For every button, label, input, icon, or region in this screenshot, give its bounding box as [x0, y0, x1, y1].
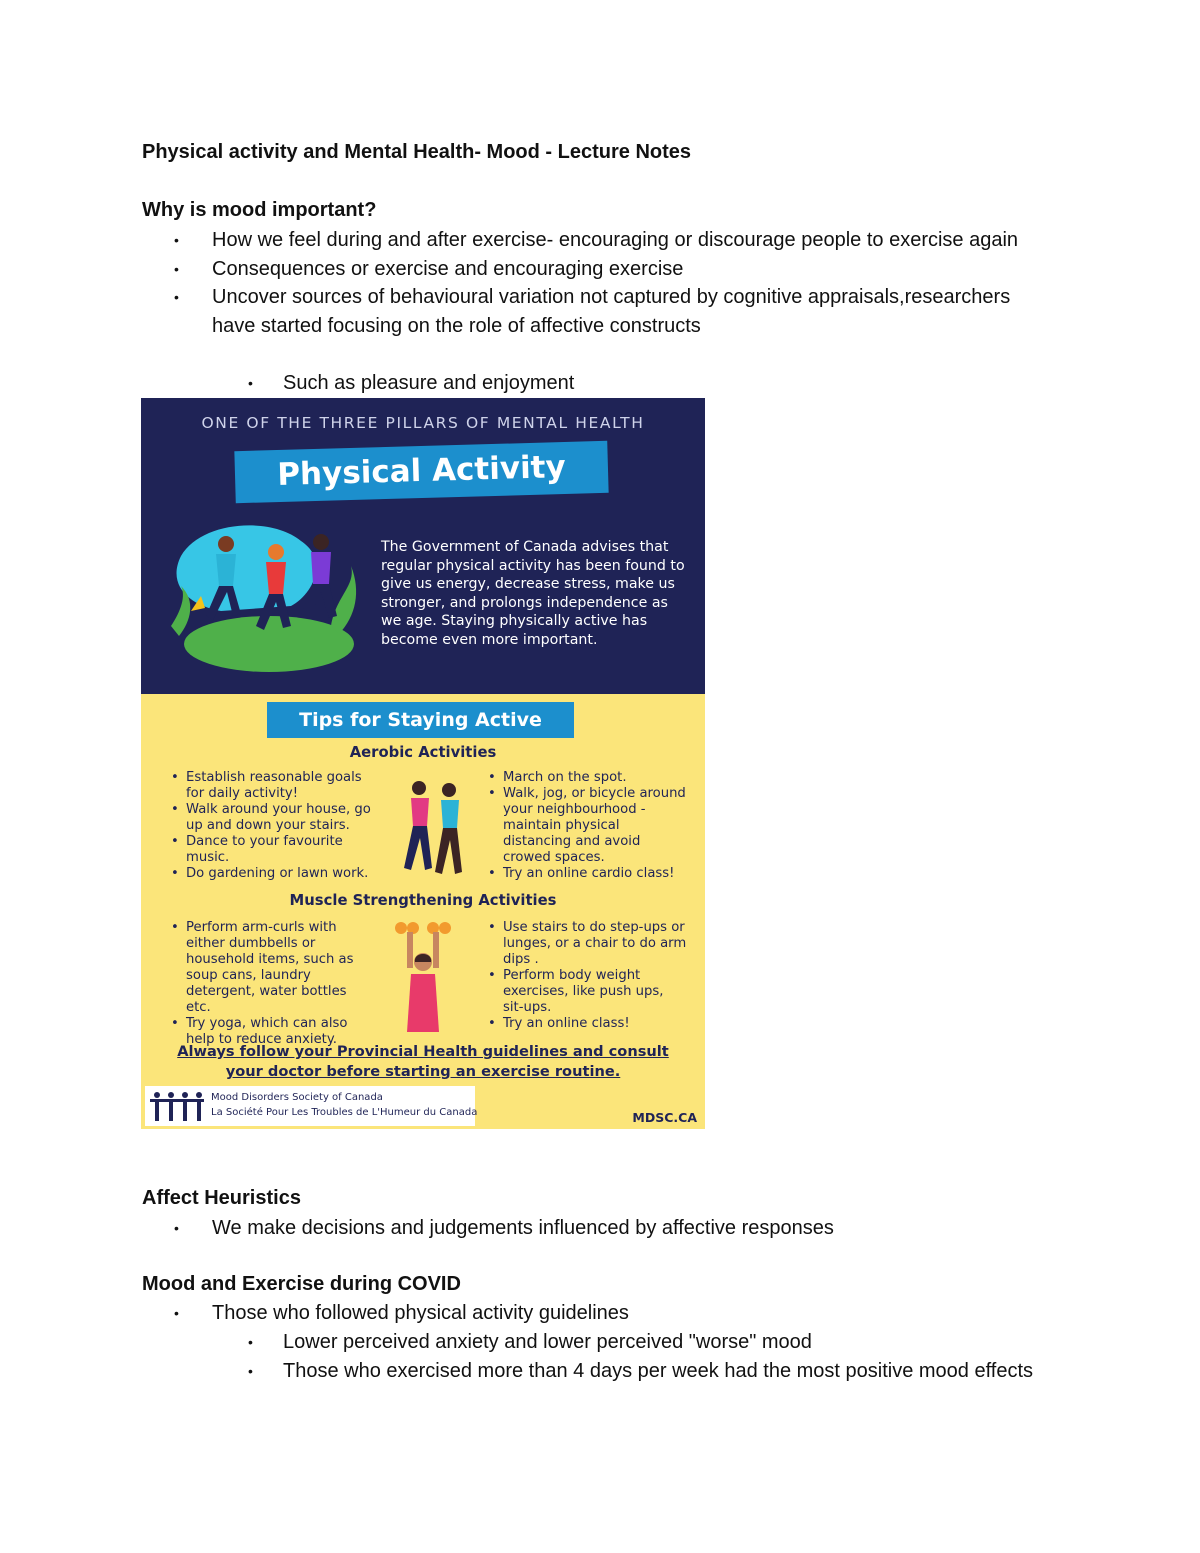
list-item: • Do gardening or lawn work.: [171, 866, 371, 882]
poster-website: MDSC.CA: [632, 1110, 697, 1125]
list-item: • Those who exercised more than 4 days per week had the most positive mood effects: [283, 1357, 1053, 1386]
covid-sub-bullet-list: [248, 1328, 1053, 1385]
list-item: • Those who followed physical activity guidelines: [212, 1299, 1052, 1328]
list-item: • Perform arm-curls with either dumbbells or household items, such as soup cans, laundry detergent, water bottles etc.: [171, 920, 371, 1016]
mood-disorders-logo-icon: [149, 1091, 205, 1123]
document-title: Physical activity and Mental Health- Mood - Lecture Notes: [142, 141, 692, 163]
list-item: • We make decisions and judgements influenced by affective responses: [212, 1214, 1052, 1243]
bullet-icon: •: [248, 1334, 253, 1350]
section-heading-mood-exercise-covid: Mood and Exercise during COVID: [142, 1273, 461, 1295]
section-heading-affect-heuristics: Affect Heuristics: [142, 1187, 301, 1209]
bullet-icon: •: [174, 232, 179, 248]
why-mood-bullet-list: [174, 226, 1052, 340]
list-item: • Perform body weight exercises, like push ups, sit-ups.: [488, 968, 688, 1016]
list-item: • Use stairs to do step-ups or lunges, or a chair to do arm dips .: [488, 920, 688, 968]
why-mood-sub-bullet-list: [248, 369, 1053, 398]
tips-title: Tips for Staying Active: [299, 709, 542, 731]
list-item: • Walk, jog, or bicycle around your neighbourhood - maintain physical distancing and avoid crowed spaces.: [488, 786, 688, 866]
poster-guideline-note: Always follow your Provincial Health guidelines and consult your doctor before starting an exercise routine.: [177, 1043, 669, 1080]
list-item: • Try yoga, which can also help to reduce anxiety.: [171, 1016, 371, 1048]
affect-heuristics-bullet-list: [174, 1214, 1052, 1243]
muscle-heading: Muscle Strengthening Activities: [289, 892, 557, 909]
bullet-icon: •: [174, 1305, 179, 1321]
bullet-icon: •: [174, 289, 179, 305]
muscle-left-list: [171, 920, 371, 1048]
physical-activity-poster: [141, 398, 705, 1129]
poster-government-text: The Government of Canada advises that regular physical activity has been found to give us energy, decrease stress, make us stronger, and prolongs independence as we age. Staying physically active has become even more important.: [381, 539, 685, 648]
list-item: • Establish reasonable goals for daily activity!: [171, 770, 371, 802]
list-item: • Try an online class!: [488, 1016, 688, 1032]
list-item: • March on the spot.: [488, 770, 688, 786]
poster-pillar-text: ONE OF THE THREE PILLARS OF MENTAL HEALTH: [201, 414, 645, 432]
org-name-english: Mood Disorders Society of Canada: [211, 1092, 383, 1103]
bullet-icon: •: [248, 1362, 253, 1379]
org-name-french: La Société Pour Les Troubles de L'Humeur du Canada: [211, 1107, 478, 1118]
poster-title: Physical Activity: [276, 448, 567, 494]
aerobic-right-list: [488, 770, 688, 882]
list-item: • Try an online cardio class!: [488, 866, 688, 882]
muscle-right-list: [488, 920, 688, 1032]
bullet-icon: •: [174, 260, 179, 277]
list-item: • Walk around your house, go up and down your stairs.: [171, 802, 371, 834]
covid-bullet-list: [174, 1299, 1052, 1328]
list-item: • Consequences or exercise and encouraging exercise: [212, 255, 1052, 284]
list-item: • How we feel during and after exercise- encouraging or discourage people to exercise again: [212, 226, 1052, 255]
weightlifter-illustration-icon: [393, 918, 453, 1034]
bullet-icon: •: [248, 375, 253, 391]
list-item: • Lower perceived anxiety and lower perceived "worse" mood: [283, 1328, 1053, 1357]
walkers-illustration-icon: [399, 778, 475, 882]
bullet-icon: •: [174, 1220, 179, 1236]
list-item: • Such as pleasure and enjoyment: [283, 369, 1053, 398]
list-item: • Dance to your favourite music.: [171, 834, 371, 866]
org-logo-box: [145, 1086, 478, 1126]
section-heading-why-mood: Why is mood important?: [142, 199, 377, 221]
aerobic-left-list: [171, 770, 371, 882]
runners-illustration-icon: [161, 516, 376, 676]
list-item: • Uncover sources of behavioural variation not captured by cognitive appraisals,researchers have started focusing on the role of affective constructs: [212, 283, 1052, 340]
aerobic-heading: Aerobic Activities: [349, 744, 497, 761]
